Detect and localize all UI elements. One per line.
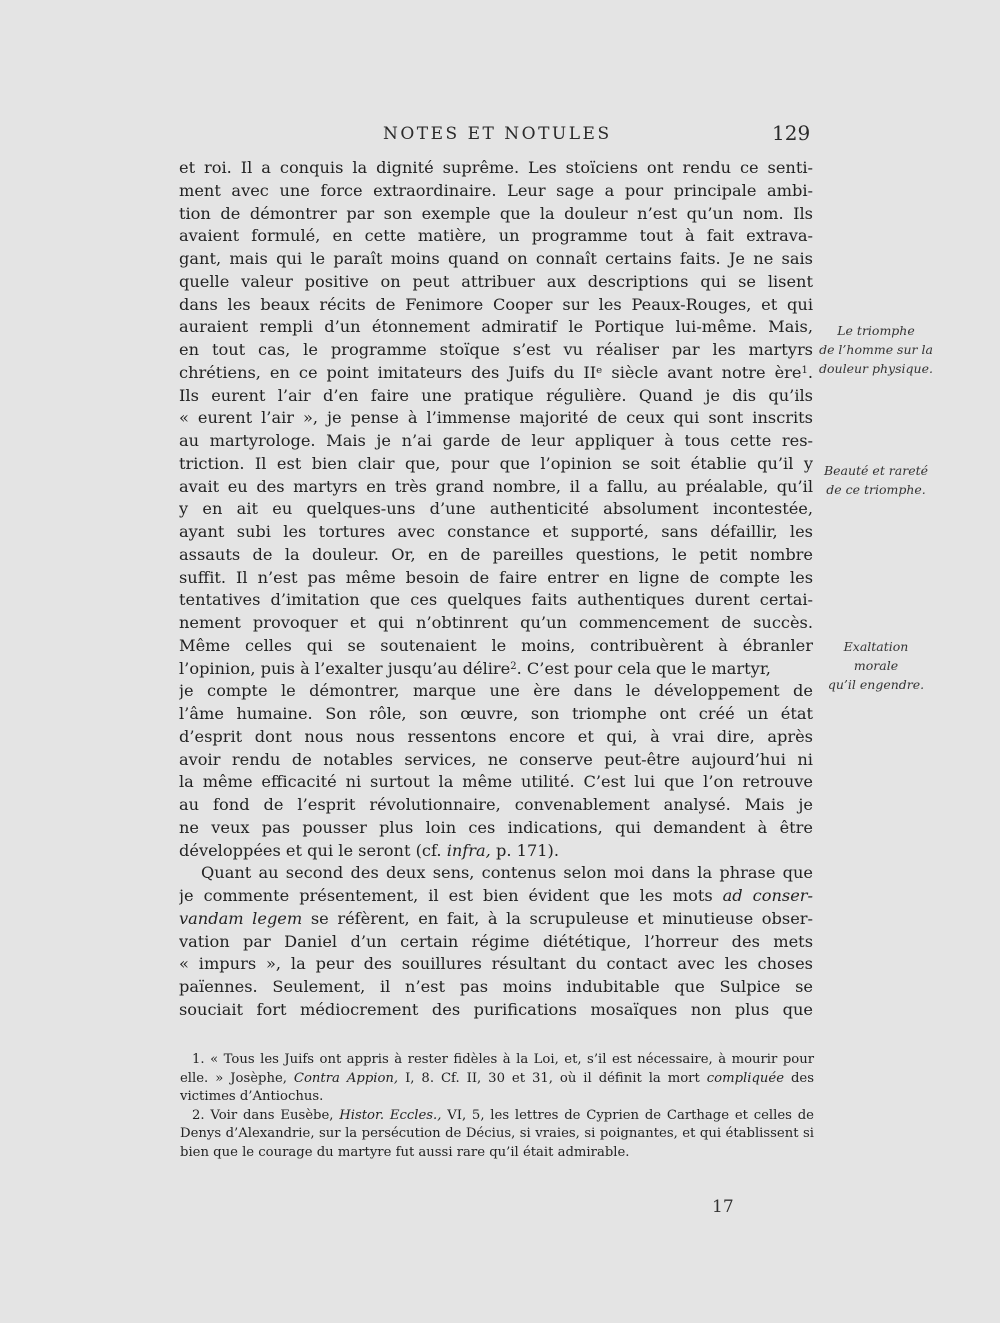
text-line: avaient formulé, en cette matière, un programme tout à fait extrava- bbox=[179, 226, 813, 246]
signature-mark: 17 bbox=[712, 1197, 734, 1217]
text-fragment: développées et qui le seront (cf. bbox=[179, 840, 447, 860]
text-fragment: se réfèrent, en fait, à la scrupuleuse et minutieuse obser- bbox=[310, 908, 813, 928]
text-fragment: . C’est pour cela que le martyr, bbox=[516, 658, 771, 678]
text-line: la même efficacité ni surtout la même utilité. C’est lui que l’on retrouve bbox=[179, 772, 813, 792]
text-line: tentatives d’imitation que ces quelques faits authentiques durent certai- bbox=[179, 590, 813, 610]
text-line: en tout cas, le programme stoïque s’est vu réaliser par les martyrs bbox=[179, 340, 813, 359]
margin-note-line: qu’il engendre. bbox=[827, 677, 925, 692]
text-line: païennes. Seulement, il n’est pas moins indubitable que Sulpice se bbox=[179, 977, 813, 996]
italic-reference: infra, bbox=[446, 840, 491, 860]
text-line: avoir rendu de notables services, ne conserve peut-être aujourd’hui ni bbox=[179, 749, 813, 769]
text-line bbox=[179, 362, 813, 385]
margin-note-line: douleur physique. bbox=[819, 361, 933, 376]
text-line: Même celles qui se soutenaient le moins, contribuèrent à ébranler bbox=[179, 635, 813, 655]
footnote-ref-2: 2 bbox=[510, 660, 517, 672]
footnotes bbox=[180, 1051, 814, 1162]
footnote-text: des victimes d’Antiochus. bbox=[180, 1070, 814, 1104]
running-title: NOTES ET NOTULES bbox=[383, 124, 612, 144]
text-line: au fond de l’esprit révolutionnaire, convenablement analysé. Mais je bbox=[179, 795, 813, 814]
margin-note-line: Beauté et rareté bbox=[823, 463, 929, 478]
text-line: gant, mais qui le paraît moins quand on connaît certains faits. Je ne sais bbox=[179, 249, 813, 268]
margin-note bbox=[816, 461, 936, 499]
margin-note-line: de ce triomphe. bbox=[826, 482, 926, 497]
footnote-text: I, 8. Cf. II, 30 et 31, où il définit la mort bbox=[398, 1070, 707, 1086]
text-line: ment avec une force extraordinaire. Leur sage a pour principale ambi- bbox=[179, 180, 813, 200]
text-line: souciait fort médiocrement des purifications mosaïques non plus que bbox=[179, 999, 813, 1019]
footnote-2 bbox=[180, 1107, 814, 1163]
text-fragment: chrétiens, en ce point imitateurs des Juifs du IIᵉ siècle avant notre ère bbox=[179, 362, 802, 382]
footnote-text: « Tous les Juifs ont appris à rester fidèles à la Loi, et, s’il est nécessaire, à mourir pour elle. » Josèphe, bbox=[180, 1052, 814, 1086]
text-line: et roi. Il a conquis la dignité suprême. Les stoïciens ont rendu ce senti- bbox=[179, 158, 813, 177]
text-line: « eurent l’air », je pense à l’immense majorité de ceux qui sont inscrits bbox=[179, 408, 813, 428]
text-line: Quant au second des deux sens, contenus selon moi dans la phrase que bbox=[201, 863, 813, 883]
text-line: ne veux pas pousser plus loin ces indications, qui demandent à être bbox=[179, 817, 813, 837]
text-line: y en ait eu quelques-uns d’une authenticité absolument incontestée, bbox=[179, 499, 813, 519]
text-line: au martyrologe. Mais je n’ai garde de leur appliquer à tous cette res- bbox=[179, 431, 813, 450]
footnote-ref-1: 1 bbox=[801, 364, 808, 376]
text-line: suffit. Il n’est pas même besoin de faire entrer en ligne de compte les bbox=[179, 567, 813, 587]
italic-title: Histor. Eccles., bbox=[339, 1107, 442, 1123]
text-line: tion de démontrer par son exemple que la douleur n’est qu’un nom. Ils bbox=[179, 203, 813, 223]
text-line bbox=[179, 885, 813, 908]
text-line: je compte le démontrer, marque une ère dans le développement de bbox=[179, 681, 813, 701]
margin-note-line: Le triomphe bbox=[837, 323, 915, 338]
italic-word: compliquée bbox=[706, 1070, 785, 1086]
margin-note-line: Exaltation bbox=[843, 639, 909, 654]
text-line: « impurs », la peur des souillures résultant du contact avec les choses bbox=[179, 954, 813, 974]
page-number: 129 bbox=[772, 121, 811, 145]
text-line: ayant subi les tortures avec constance et supporté, sans défaillir, les bbox=[179, 522, 813, 541]
margin-note bbox=[816, 637, 936, 694]
text-line: l’âme humaine. Son rôle, son œuvre, son triomphe ont créé un état bbox=[179, 704, 813, 723]
footnote-number: 1. bbox=[192, 1052, 205, 1067]
text-line: dans les beaux récits de Fenimore Cooper sur les Peaux-Rouges, et qui bbox=[179, 294, 813, 314]
text-line: assauts de la douleur. Or, en de pareilles questions, le petit nombre bbox=[179, 544, 813, 564]
margin-note bbox=[816, 321, 936, 378]
text-fragment: je commente présentement, il est bien évident que les mots bbox=[179, 886, 723, 905]
text-line bbox=[179, 840, 813, 863]
text-line: nement provoquer et qui n’obtinrent qu’un commencement de succès. bbox=[179, 613, 813, 632]
main-text bbox=[179, 157, 813, 1022]
footnote-1 bbox=[180, 1051, 814, 1107]
text-fragment: . bbox=[807, 362, 813, 382]
text-line: triction. Il est bien clair que, pour que l’opinion se soit établie qu’il y bbox=[179, 453, 813, 473]
latin-phrase: ad conser- bbox=[722, 886, 813, 905]
margin-note-line: morale bbox=[853, 658, 899, 673]
text-line: quelle valeur positive on peut attribuer aux descriptions qui se lisent bbox=[179, 271, 813, 291]
text-line: Ils eurent l’air d’en faire une pratique régulière. Quand je dis qu’ils bbox=[179, 385, 813, 405]
text-line: avait eu des martyrs en très grand nombre, il a fallu, au préalable, qu’il bbox=[179, 476, 813, 496]
italic-title: Contra Appion, bbox=[293, 1070, 399, 1086]
margin-note-line: de l’homme sur la bbox=[819, 342, 933, 357]
text-line: vation par Daniel d’un certain régime diététique, l’horreur des mets bbox=[179, 931, 813, 951]
text-line: auraient rempli d’un étonnement admiratif le Portique lui-même. Mais, bbox=[179, 317, 813, 337]
text-line bbox=[179, 908, 813, 931]
text-line bbox=[179, 658, 813, 681]
footnote-text: VI, 5, les lettres de Cyprien de Carthage et celles de Denys d’Alexandrie, sur la persécution de Décius, si vraies, si poignantes, et qui établissent si bien que le courage du martyre fut aussi rare qu’il était admirable. bbox=[180, 1107, 814, 1160]
text-line: d’esprit dont nous nous ressentons encore et qui, à vrai dire, après bbox=[179, 726, 813, 746]
footnote-number: 2. bbox=[192, 1107, 205, 1123]
text-fragment: p. 171). bbox=[490, 840, 560, 860]
text-fragment: l’opinion, puis à l’exalter jusqu’au délire bbox=[179, 658, 511, 678]
footnote-text: Voir dans Eusèbe, bbox=[204, 1107, 340, 1123]
latin-phrase: vandam legem bbox=[179, 908, 303, 928]
